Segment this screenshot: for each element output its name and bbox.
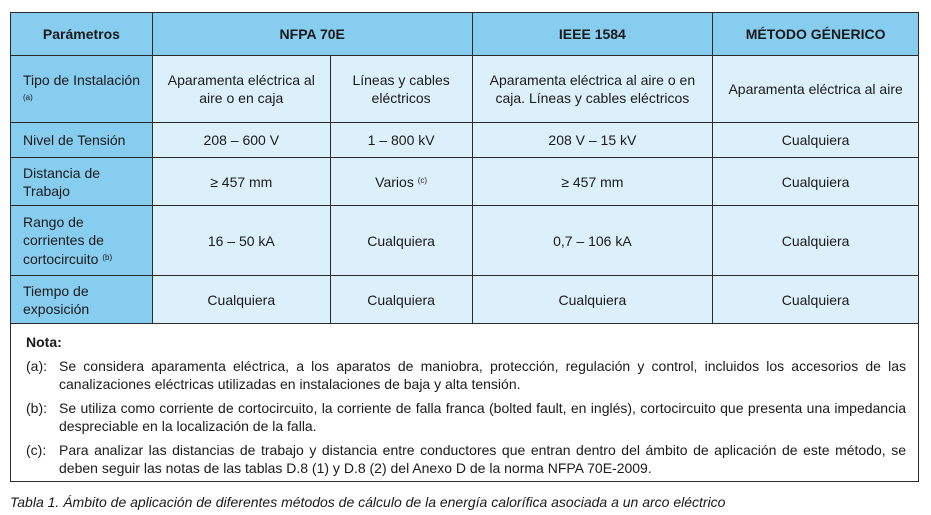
cell: Cualquiera — [472, 276, 713, 324]
cell: Cualquiera — [330, 206, 472, 276]
cell: Aparamenta eléctrica al aire o en caja — [152, 56, 330, 123]
param-cell: Tipo de Instalación $^{(a)}$ — [11, 56, 153, 123]
cell: 16 – 50 kA — [152, 206, 330, 276]
cell: Varios $^{(c)}$ — [330, 158, 472, 206]
cell: ≥ 457 mm — [152, 158, 330, 206]
cell: 208 V – 15 kV — [472, 123, 713, 158]
comparison-table — [10, 12, 919, 324]
param-cell: Tiempo de exposición — [11, 276, 153, 324]
notes-title: Nota: — [26, 334, 62, 350]
cell: Aparamenta eléctrica al aire o en caja. Líneas y cables eléctricos — [472, 56, 713, 123]
notes-box — [10, 323, 919, 482]
cell: Cualquiera — [713, 276, 919, 324]
table-row — [11, 206, 919, 276]
cell: Aparamenta eléctrica al aire — [713, 56, 919, 123]
note-item: (c): Para analizar las distancias de trabajo y distancia entre conductores que entran dentro del ámbito de aplicación de este método, se deben seguir las notas de las tablas D.8 (1) y D.8 (2) del Anexo D de la norma NFPA 70E-2009. — [26, 442, 906, 476]
cell: 0,7 – 106 kA — [472, 206, 713, 276]
table-row — [11, 158, 919, 206]
table-row — [11, 276, 919, 324]
param-cell: Distancia de Trabajo — [11, 158, 153, 206]
cell: Cualquiera — [152, 276, 330, 324]
note-item: (a): Se considera aparamenta eléctrica, a los aparatos de maniobra, protección, regulación y control, incluidos los accesorios de las canalizaciones eléctricas utilizadas en instalaciones de baja y alta tensión. — [26, 358, 906, 392]
note-item: (b): Se utiliza como corriente de cortocircuito, la corriente de falla franca (bolted fault, en inglés), cortocircuito que presenta una impedancia despreciable en la localización de la falla. — [26, 400, 906, 434]
table-caption: Tabla 1. Ámbito de aplicación de diferentes métodos de cálculo de la energía calorífica asociada a un arco eléctrico — [10, 494, 726, 510]
param-cell: Rango de corrientes de cortocircuito $^{(b)}$ — [11, 206, 153, 276]
header-row — [11, 13, 919, 56]
cell: 208 – 600 V — [152, 123, 330, 158]
cell: ≥ 457 mm — [472, 158, 713, 206]
cell: Cualquiera — [713, 158, 919, 206]
table-row — [11, 56, 919, 123]
header-generico: MÉTODO GÉNERICO — [713, 13, 919, 56]
cell: Líneas y cables eléctricos — [330, 56, 472, 123]
cell: 1 – 800 kV — [330, 123, 472, 158]
cell: Cualquiera — [330, 276, 472, 324]
header-ieee: IEEE 1584 — [472, 13, 713, 56]
cell: Cualquiera — [713, 123, 919, 158]
header-parametros: Parámetros — [11, 13, 153, 56]
cell: Cualquiera — [713, 206, 919, 276]
param-cell: Nivel de Tensión — [11, 123, 153, 158]
header-nfpa: NFPA 70E — [152, 13, 472, 56]
table-row — [11, 123, 919, 158]
